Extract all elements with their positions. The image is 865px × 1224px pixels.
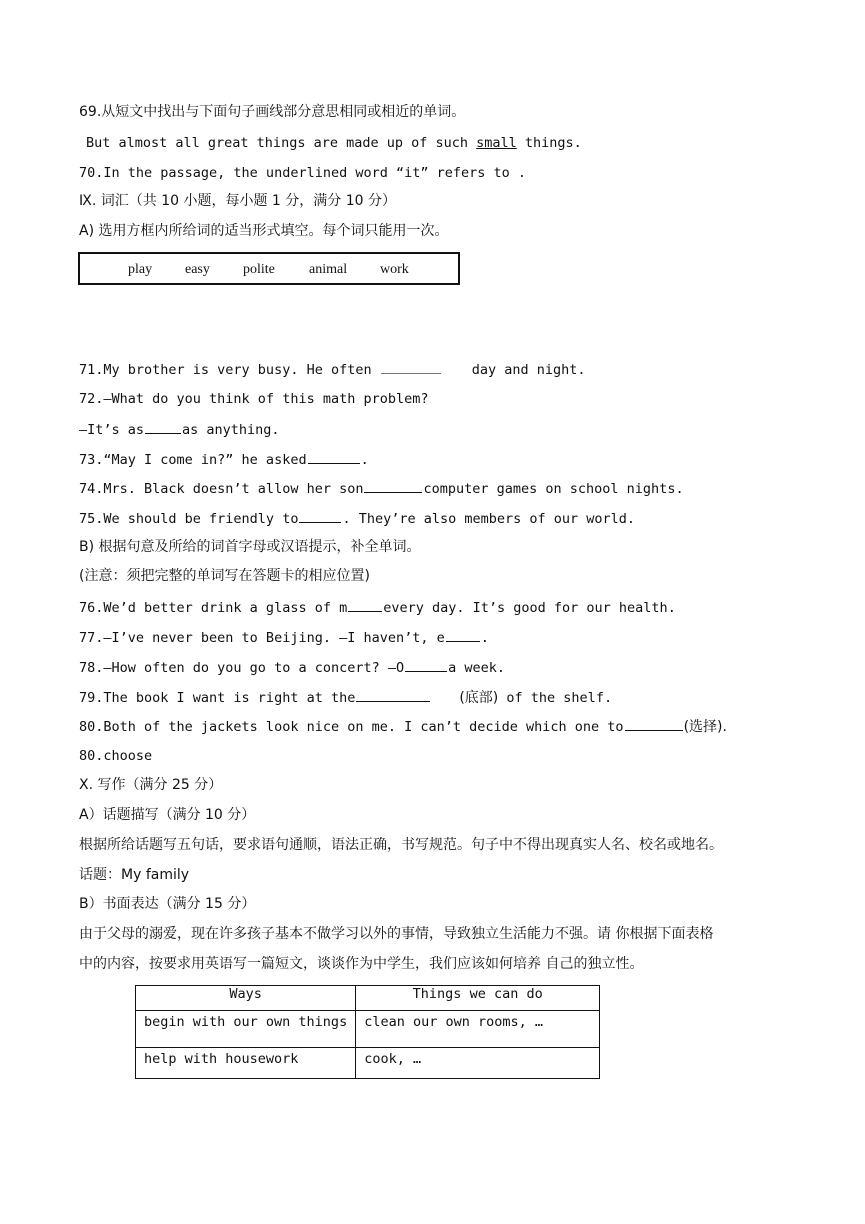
q71-question <box>79 360 586 379</box>
q73-after: . <box>360 452 369 468</box>
q69-sentence <box>86 134 582 152</box>
q73-blank[interactable] <box>308 450 360 464</box>
q74-question <box>79 479 684 498</box>
q69-sentence-before: But almost all great things are made up of such <box>86 135 477 151</box>
table-cell: begin with our own things <box>136 1011 356 1048</box>
partB-note: (注意：须把完整的单词写在答题卡的相应位置) <box>79 568 370 584</box>
q74-after: computer games on school nights. <box>423 481 684 497</box>
q71-blank[interactable] <box>381 360 441 374</box>
q74-blank[interactable] <box>364 479 422 493</box>
section10-partA-topic: 话题：My family <box>79 867 190 883</box>
q77-blank[interactable] <box>446 628 480 642</box>
q80-blank[interactable] <box>625 717 683 731</box>
q71-after: day and night. <box>471 362 586 378</box>
q80-answer-line: 80.choose <box>79 748 153 764</box>
partB-title: B) 根据句意及所给的词首字母或汉语提示，补全单词。 <box>79 539 421 555</box>
q73-question <box>79 450 369 469</box>
table-cell: clean our own rooms, … <box>356 1011 600 1048</box>
section10-partB-title: B）书面表达（满分 15 分） <box>79 896 256 912</box>
table-header-cell: Things we can do <box>356 986 600 1011</box>
word-box <box>78 252 460 285</box>
q72-after: as anything. <box>182 422 280 438</box>
q72-before: —It’s as <box>79 422 145 438</box>
q80-question <box>79 717 727 736</box>
word-box-item: animal <box>309 262 348 277</box>
word-box-item: polite <box>243 262 275 277</box>
q80-after: (选择). <box>683 719 727 735</box>
q79-question <box>79 688 612 707</box>
q75-question <box>79 509 635 528</box>
q79-before: 79.The book I want is right at the <box>79 690 356 706</box>
q76-after: every day. It’s good for our health. <box>383 600 676 616</box>
section10-partB-desc-line1: 由于父母的溺爱，现在许多孩子基本不做学习以外的事情，导致独立生活能力不强。请 你根据下面表格 <box>79 926 714 942</box>
q77-question <box>79 628 489 647</box>
ways-table <box>135 985 600 1079</box>
table-cell: help with housework <box>136 1048 356 1079</box>
section9-partA-instruction: A) 选用方框内所给词的适当形式填空。每个词只能用一次。 <box>79 223 449 239</box>
section10-partA-title: A）话题描写（满分 10 分） <box>79 807 256 823</box>
section10-title: Ⅹ. 写作（满分 25 分） <box>79 777 223 793</box>
q78-blank[interactable] <box>405 658 447 672</box>
q72-line1: 72.—What do you think of this math problem? <box>79 391 429 407</box>
section10-partA-desc: 根据所给话题写五句话，要求语句通顺，语法正确，书写规范。句子中不得出现真实人名、校名或地名。 <box>79 837 723 853</box>
q73-before: 73.“May I come in?” he asked <box>79 452 307 468</box>
q71-before: 71.My brother is very busy. He often <box>79 362 380 378</box>
word-box-item: easy <box>185 262 210 277</box>
q77-after: . <box>480 630 489 646</box>
q78-question <box>79 658 505 677</box>
table-row <box>136 1011 600 1048</box>
q79-after: of the shelf. <box>498 690 613 706</box>
q69-prompt: 69.从短文中找出与下面句子画线部分意思相同或相近的单词。 <box>79 104 466 120</box>
word-box-item: play <box>128 262 153 277</box>
q76-question <box>79 598 676 617</box>
q72-line2 <box>79 420 280 439</box>
q78-after: a week. <box>448 660 506 676</box>
q79-blank[interactable] <box>356 688 430 702</box>
q78-before: 78.—How often do you go to a concert? —O <box>79 660 405 676</box>
q75-after: . They’re also members of our world. <box>342 511 636 527</box>
q72-blank[interactable] <box>145 420 181 434</box>
section10-partB-desc-line2: 中的内容，按要求用英语写一篇短文，谈谈作为中学生，我们应该如何培养 自己的独立性。 <box>79 956 644 972</box>
word-box-item: work <box>380 262 409 277</box>
table-row <box>136 1048 600 1079</box>
q70-question: 70.In the passage, the underlined word “it” refers to . <box>79 165 527 181</box>
q76-blank[interactable] <box>348 598 382 612</box>
q79-hint: (底部) <box>459 690 499 706</box>
q75-before: 75.We should be friendly to <box>79 511 299 527</box>
q74-before: 74.Mrs. Black doesn’t allow her son <box>79 481 364 497</box>
q75-blank[interactable] <box>299 509 341 523</box>
section9-title: Ⅸ. 词汇（共 10 小题，每小题 1 分，满分 10 分） <box>79 193 396 209</box>
q69-sentence-after: things. <box>516 135 582 151</box>
q76-before: 76.We’d better drink a glass of m <box>79 600 348 616</box>
table-cell: cook, … <box>356 1048 600 1079</box>
table-header-cell: Ways <box>136 986 356 1011</box>
q69-underlined-word: small <box>476 135 517 151</box>
table-header-row <box>136 986 600 1011</box>
q77-before: 77.—I’ve never been to Beijing. —I haven’t, e <box>79 630 445 646</box>
q80-before: 80.Both of the jackets look nice on me. I can’t decide which one to <box>79 719 624 735</box>
